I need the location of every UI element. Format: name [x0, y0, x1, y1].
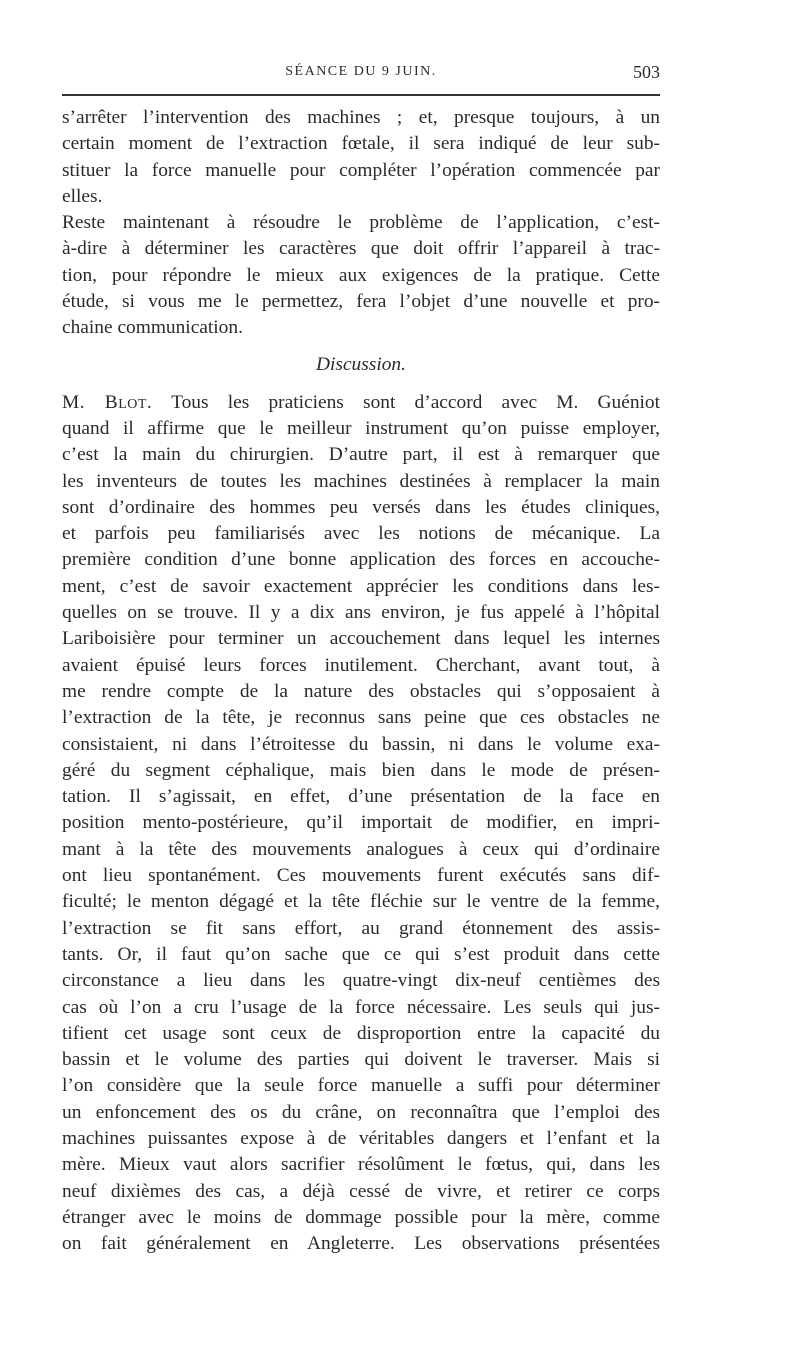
- text-line: quelles on se trouve. Il y a dix ans environ, je fus appelé à l’hôpital: [62, 602, 660, 624]
- text-line: on fait généralement en Angleterre. Les observations présentées: [62, 1233, 660, 1255]
- text-line: géré du segment céphalique, mais bien dans le mode de présen-: [62, 759, 660, 781]
- text-line: ont lieu spontanément. Ces mouvements furent exécutés sans dif-: [62, 865, 660, 887]
- text-line: quand il affirme que le meilleur instrument qu’on puisse employer,: [62, 417, 660, 439]
- text-line: me rendre compte de la nature des obstacles qui s’opposaient à: [62, 680, 660, 702]
- text-line: stituer la force manuelle pour compléter l’opération commencée par: [62, 159, 660, 181]
- text-line: les inventeurs de toutes les machines destinées à remplacer la main: [62, 470, 660, 492]
- text-line: ment, c’est de savoir exactement apprécier les conditions dans les-: [62, 575, 660, 597]
- text-line: tion, pour répondre le mieux aux exigences de la pratique. Cette: [62, 264, 660, 286]
- text-line: un enfoncement des os du crâne, on reconnaîtra que l’emploi des: [62, 1101, 660, 1123]
- discussion-paragraph: [62, 390, 660, 1258]
- text-line: ficulté; le menton dégagé et la tête fléchie sur le ventre de la femme,: [62, 891, 660, 913]
- text-line: s’arrêter l’intervention des machines ; et, presque toujours, à un: [62, 107, 660, 128]
- paragraph-1: [62, 105, 660, 210]
- header-rule: [62, 94, 660, 96]
- text-line: cas où l’on a cru l’usage de la force nécessaire. Les seuls qui jus-: [62, 996, 660, 1018]
- speaker-name: M. Blot.: [62, 391, 153, 413]
- text-line: chaine communication.: [62, 317, 243, 339]
- text-line: position mento-postérieure, qu’il importait de modifier, en impri-: [62, 812, 660, 834]
- text-line: l’extraction de la tête, je reconnus sans peine que ces obstacles ne: [62, 707, 660, 729]
- body-text: [62, 105, 660, 1257]
- text-line: machines puissantes expose à de véritables dangers et l’enfant et la: [62, 1127, 660, 1149]
- text-line: et parfois peu familiarisés avec les notions de mécanique. La: [62, 523, 660, 545]
- text-line: [62, 390, 660, 416]
- text-line: tation. Il s’agissait, en effet, d’une présentation de la face en: [62, 786, 660, 808]
- text-line: [62, 210, 660, 236]
- text-line: elles.: [62, 185, 103, 207]
- text-line: à-dire à déterminer les caractères que doit offrir l’appareil à trac-: [62, 238, 660, 260]
- running-title: SÉANCE DU 9 JUIN.: [285, 64, 437, 79]
- text-line: bassin et le volume des parties qui doivent le traverser. Mais si: [62, 1049, 660, 1071]
- page-number: 503: [633, 62, 660, 82]
- paragraph-2: [62, 210, 660, 341]
- text-line: étranger avec le moins de dommage possible pour la mère, comme: [62, 1206, 660, 1228]
- text-line: Lariboisière pour terminer un accouchement dans lequel les internes: [62, 628, 660, 650]
- text-line: mère. Mieux vaut alors sacrifier résolûment le fœtus, qui, dans les: [62, 1154, 660, 1176]
- text-line: consistaient, ni dans l’étroitesse du bassin, ni dans le volume exa-: [62, 733, 660, 755]
- text-line: tifient cet usage sont ceux de disproportion entre la capacité du: [62, 1022, 660, 1044]
- text-line-content: Reste maintenant à résoudre le problème de l’application, c’est-: [62, 212, 660, 234]
- text-line: circonstance a lieu dans les quatre-vingt dix-neuf centièmes des: [62, 970, 660, 992]
- text-line: étude, si vous me le permettez, fera l’objet d’une nouvelle et pro-: [62, 291, 660, 313]
- section-heading: Discussion.: [316, 353, 406, 375]
- text-line: avaient épuisé leurs forces inutilement. Cherchant, avant tout, à: [62, 654, 660, 676]
- text-line: l’on considère que la seule force manuelle a suffi pour déterminer: [62, 1075, 660, 1097]
- text-line: neuf dixièmes des cas, a déjà cessé de vivre, et retirer ce corps: [62, 1180, 660, 1202]
- running-head: [62, 62, 660, 86]
- text-line: première condition d’une bonne application des forces en accouche-: [62, 549, 660, 571]
- text-line: l’extraction se fit sans effort, au grand étonnement des assis-: [62, 917, 660, 939]
- first-line-rest: Tous les praticiens sont d’accord avec M. Guéniot: [171, 391, 661, 413]
- text-line: sont d’ordinaire des hommes peu versés dans les études cliniques,: [62, 496, 660, 518]
- text-line: c’est la main du chirurgien. D’autre part, il est à remarquer que: [62, 444, 660, 466]
- text-line: tants. Or, il faut qu’on sache que ce qui s’est produit dans cette: [62, 943, 660, 965]
- discussion-lines: [62, 416, 660, 1258]
- text-line: certain moment de l’extraction fœtale, il sera indiqué de leur sub-: [62, 133, 660, 155]
- text-line: mant à la tête des mouvements analogues à ceux qui d’ordinaire: [62, 838, 660, 860]
